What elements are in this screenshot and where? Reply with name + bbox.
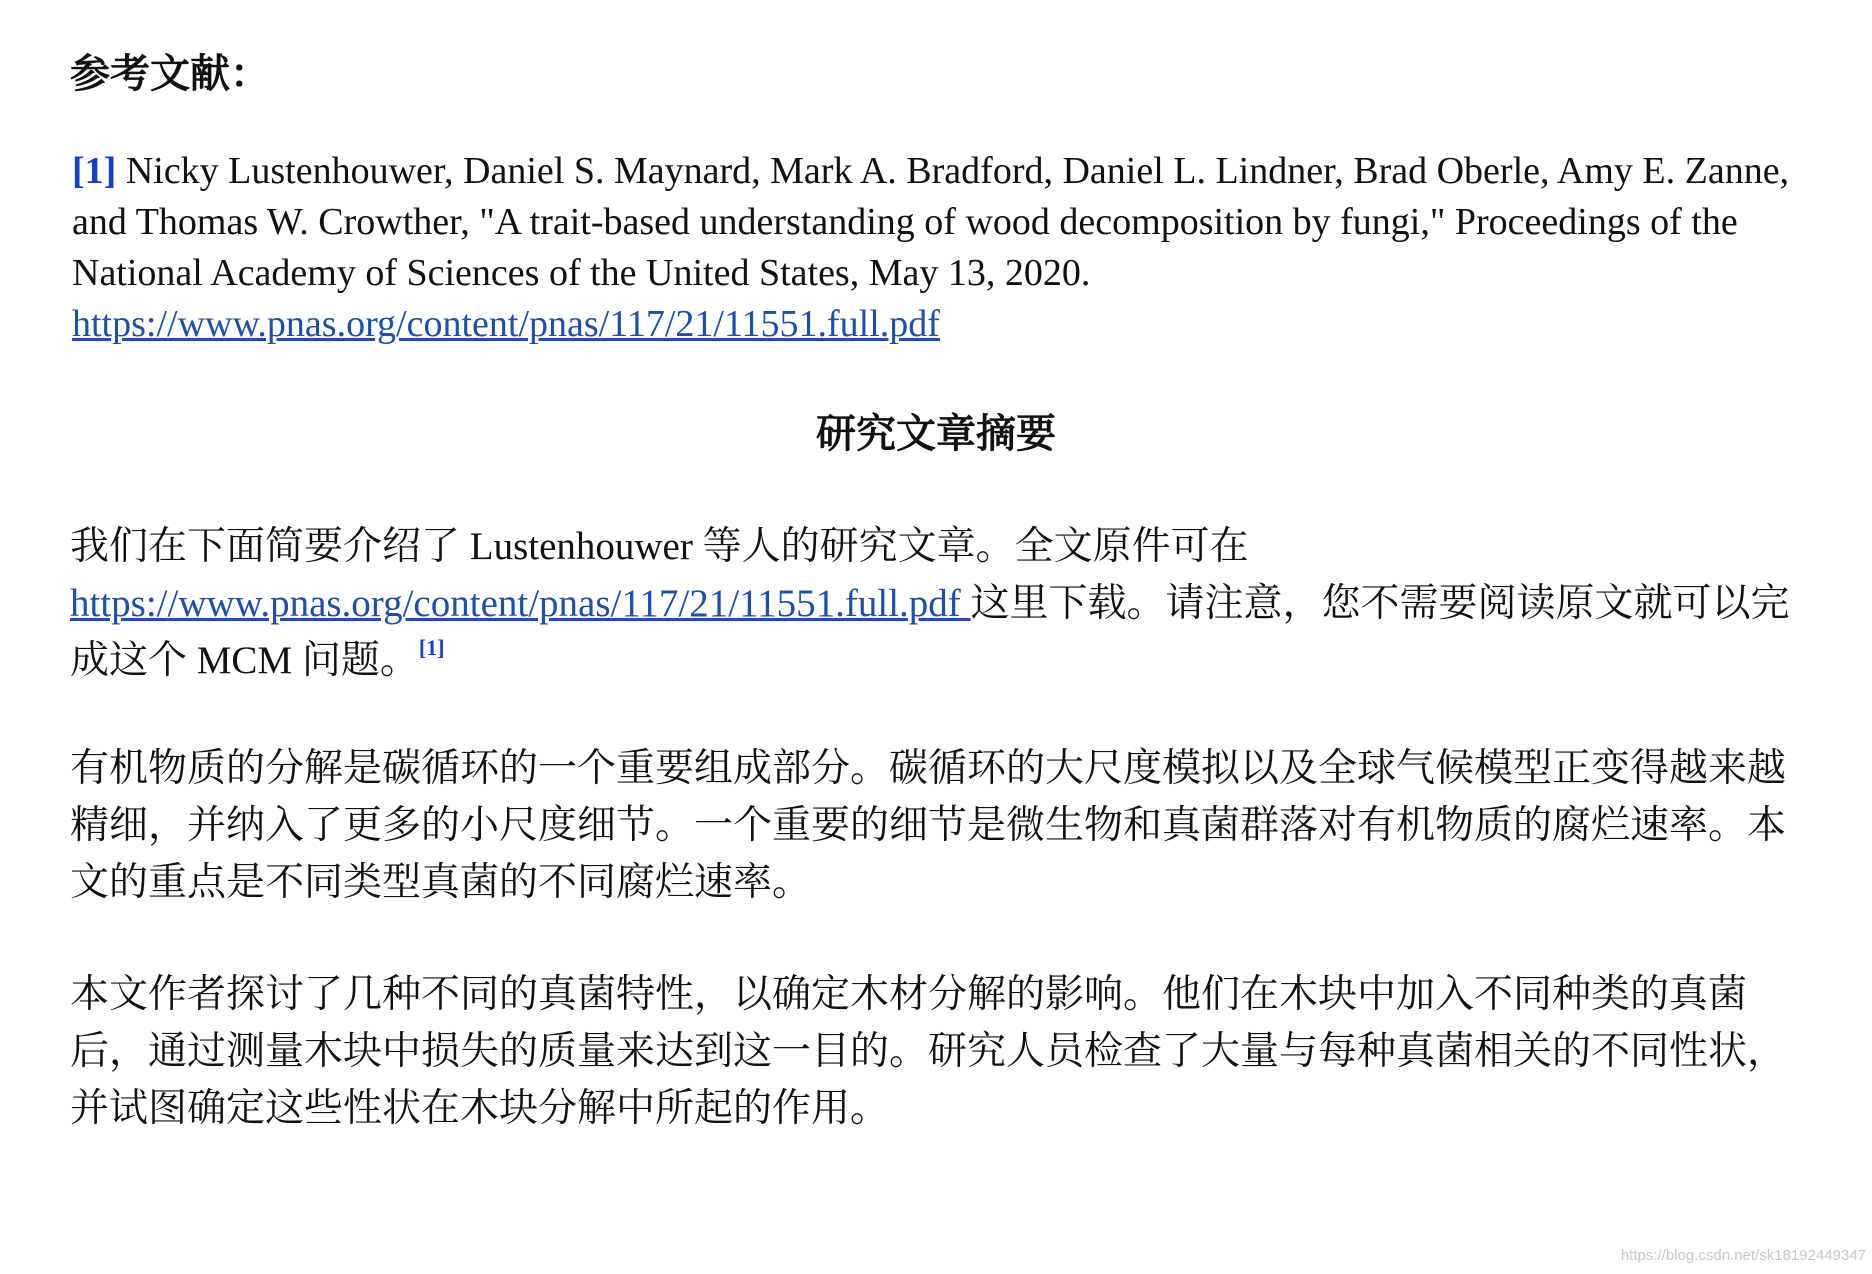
paragraph-1-text-after-link: 这里下载。请注意，您不需要阅读原文就可以完成这个 MCM 问题。 (70, 582, 1790, 682)
summary-paragraph-1 (70, 518, 1790, 689)
reference-link[interactable]: https://www.pnas.org/content/pnas/117/21/11551.full.pdf (72, 303, 940, 345)
watermark: https://blog.csdn.net/sk18192449347 (1620, 1247, 1866, 1264)
references-heading: 参考文献： (70, 51, 270, 96)
reference-number: [1] (72, 150, 117, 192)
reference-citation: Nicky Lustenhouwer, Daniel S. Maynard, Mark A. Bradford, Daniel L. Lindner, Brad Oberle, Amy E. Zanne, and Thomas W. Crowther, "A trait-based understanding of wood decomposition by fungi," Proceedings of the National Academy of Sciences of the United States, May 13, 2020. (72, 150, 1790, 294)
reference-item (72, 146, 1792, 350)
summary-heading: 研究文章摘要 (816, 411, 1056, 456)
summary-paragraph-3: 本文作者探讨了几种不同的真菌特性，以确定木材分解的影响。他们在木块中加入不同种类的真菌后，通过测量木块中损失的质量来达到这一目的。研究人员检查了大量与每种真菌相关的不同性状，并试图确定这些性状在木块分解中所起的作用。 (70, 973, 1787, 1130)
paper-download-link[interactable]: https://www.pnas.org/content/pnas/117/21/11551.full.pdf (70, 582, 971, 625)
summary-paragraph-2: 有机物质的分解是碳循环的一个重要组成部分。碳循环的大尺度模拟以及全球气候模型正变得越来越精细，并纳入了更多的小尺度细节。一个重要的细节是微生物和真菌群落对有机物质的腐烂速率。本文的重点是不同类型真菌的不同腐烂速率。 (70, 747, 1787, 904)
citation-marker[interactable]: [1] (418, 635, 445, 660)
paragraph-1-text-before-link: 我们在下面简要介绍了 Lustenhouwer 等人的研究文章。全文原件可在 (70, 525, 1249, 568)
